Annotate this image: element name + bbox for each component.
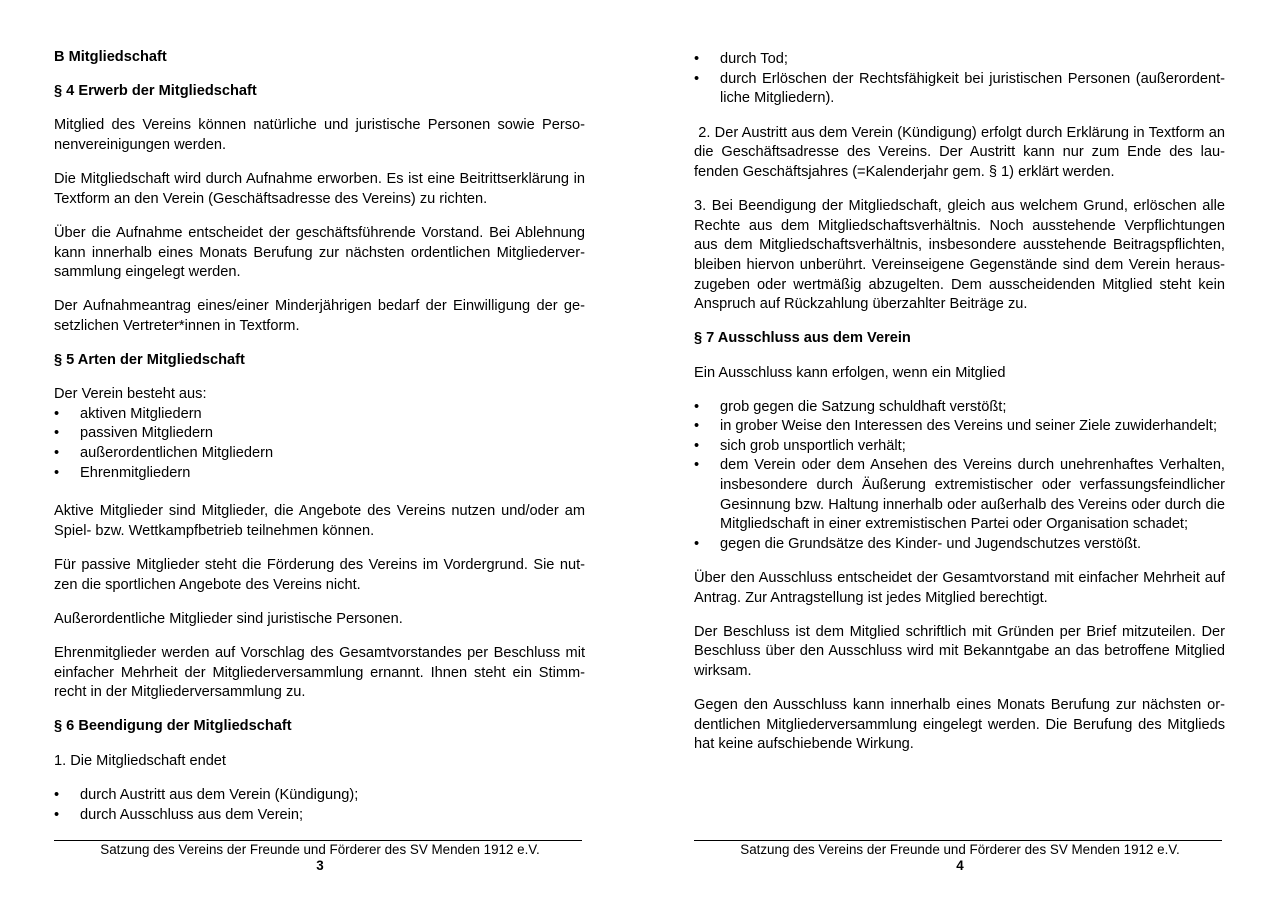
section-4-paragraph-4: Der Aufnahmeantrag eines/einer Minderjährigen bedarf der Einwilligung der ge-setzlichen Vertreter*innen in Textform. — [54, 298, 585, 334]
section-7-paragraph-2: Der Beschluss ist dem Mitglied schriftlich mit Gründen per Brief mitzuteilen. Der Beschluss über den Ausschluss wird mit Bekanntgabe an das betroffene Mitglied wirksam. — [694, 623, 1225, 679]
list-item: • durch Erlöschen der Rechtsfähigkeit bei juristischen Personen (außerordent-liche Mitgliedern). — [694, 70, 1225, 109]
section-4-title: § 4 Erwerb der Mitgliedschaft — [54, 83, 257, 100]
list-item: • dem Verein oder dem Ansehen des Vereins durch unehrenhaftes Verhalten, insbesondere durch Äußerung extremistischer oder verfassungsfeindlicher Gesinnung bzw. Haltung innerhalb oder außerhalb des Vereins oder durch die Mitgliedschaft in einer extremistischen Partei oder Organisation schadet; — [694, 456, 1225, 534]
list-item: • in grober Weise den Interessen des Vereins und seiner Ziele zuwiderhandelt; — [694, 417, 1225, 437]
section-7-title: § 7 Ausschluss aus dem Verein — [694, 330, 911, 347]
section-6-intro: 1. Die Mitgliedschaft endet — [54, 752, 226, 769]
section-5-paragraph-4: Ehrenmitglieder werden auf Vorschlag des Gesamtvorstandes per Beschluss mit einfacher Mehrheit der Mitgliederversammlung ernannt. Ihnen steht ein Stimm-recht in der Mitgliederversammlung zu. — [54, 645, 585, 701]
footer-text: Satzung des Vereins der Freunde und Förderer des SV Menden 1912 e.V. — [740, 842, 1180, 857]
list-item: • passiven Mitgliedern — [54, 424, 585, 444]
list-item: • sich grob unsportlich verhält; — [694, 437, 1225, 457]
page-4 — [640, 0, 1280, 905]
section-7-paragraph-3: Gegen den Ausschluss kann innerhalb eines Monats Berufung zur nächsten or-dentlichen Mitgliederversammlung eingelegt werden. Die Berufung des Mitglieds hat keine aufschiebende Wirkung. — [694, 697, 1225, 753]
footer-text: Satzung des Vereins der Freunde und Förderer des SV Menden 1912 e.V. — [100, 842, 540, 857]
page-number: 3 — [316, 858, 324, 873]
list-item: • grob gegen die Satzung schuldhaft verstößt; — [694, 398, 1225, 418]
list-item: • durch Austritt aus dem Verein (Kündigung); — [54, 786, 585, 806]
section-7-intro: Ein Ausschluss kann erfolgen, wenn ein Mitglied — [694, 364, 1006, 381]
section-4-paragraph-1: Mitglied des Vereins können natürliche und juristische Personen sowie Perso-nenvereinigungen werden. — [54, 117, 585, 153]
list-item: • Ehrenmitgliedern — [54, 464, 585, 484]
section-5-paragraph-2: Für passive Mitglieder steht die Förderung des Vereins im Vordergrund. Sie nut-zen die sportlichen Angebote des Vereins nicht. — [54, 557, 585, 593]
page-3-content — [54, 48, 585, 826]
list-item: • durch Tod; — [694, 50, 1225, 70]
membership-types-list — [54, 405, 585, 483]
list-item: • außerordentlichen Mitgliedern — [54, 444, 585, 464]
page-4-content — [694, 50, 1230, 770]
section-heading-membership: B Mitgliedschaft — [54, 49, 167, 65]
section-5-intro: Der Verein besteht aus: — [54, 386, 207, 403]
membership-end-list — [54, 786, 585, 826]
section-4-paragraph-2: Die Mitgliedschaft wird durch Aufnahme erworben. Es ist eine Beitrittserklärung in Textform an den Verein (Geschäftsadresse des Vereins) zu richten. — [54, 171, 585, 207]
section-7-paragraph-1: Über den Ausschluss entscheidet der Gesamtvorstand mit einfacher Mehrheit auf Antrag. Zur Antragstellung ist jedes Mitglied berechtigt. — [694, 570, 1225, 606]
list-item: • durch Ausschluss aus dem Verein; — [54, 806, 585, 826]
section-5-paragraph-3: Außerordentliche Mitglieder sind juristische Personen. — [54, 610, 403, 627]
exclusion-reasons-list — [694, 398, 1225, 555]
list-item: • aktiven Mitgliedern — [54, 405, 585, 425]
section-5-title: § 5 Arten der Mitgliedschaft — [54, 352, 245, 369]
list-item: • gegen die Grundsätze des Kinder- und Jugendschutzes verstößt. — [694, 535, 1225, 555]
footer-rule — [694, 840, 1222, 841]
section-4-paragraph-3: Über die Aufnahme entscheidet der geschäftsführende Vorstand. Bei Ablehnung kann innerhalb eines Monats Berufung zur nächsten ordentlichen Mitgliederver-sammlung eingelegt werden. — [54, 224, 585, 281]
page-number: 4 — [956, 858, 964, 873]
section-5-paragraph-1: Aktive Mitglieder sind Mitglieder, die Angebote des Vereins nutzen und/oder am Spiel- bzw. Wettkampfbetrieb teilnehmen können. — [54, 503, 585, 539]
section-6-paragraph-3: 3. Bei Beendigung der Mitgliedschaft, gleich aus welchem Grund, erlöschen alle Rechte aus dem Mitgliedschaftsverhältnis. Noch ausstehende Verpflichtungen aus dem Mitgliedschaftsverhältnis, insbesondere ausstehende Beitragspflichten, bleiben hiervon unberührt. Vereinseigene Gegenstände sind dem Verein heraus-zugeben oder wertmäßig abzugelten. Dem ausscheidenden Mitglied steht kein Anspruch auf Rückzahlung überzahlter Beiträge zu. — [694, 198, 1225, 313]
footer-rule — [54, 840, 582, 841]
section-6-paragraph-2: 2. Der Austritt aus dem Verein (Kündigung) erfolgt durch Erklärung in Textform an die Geschäftsadresse des Vereins. Der Austritt kann nur zum Ende des lau-fenden Geschäftsjahres (=Kalenderjahr gem. § 1) erklärt werden. — [694, 124, 1230, 180]
membership-end-list-continued — [694, 50, 1225, 109]
section-6-title: § 6 Beendigung der Mitgliedschaft — [54, 718, 292, 735]
